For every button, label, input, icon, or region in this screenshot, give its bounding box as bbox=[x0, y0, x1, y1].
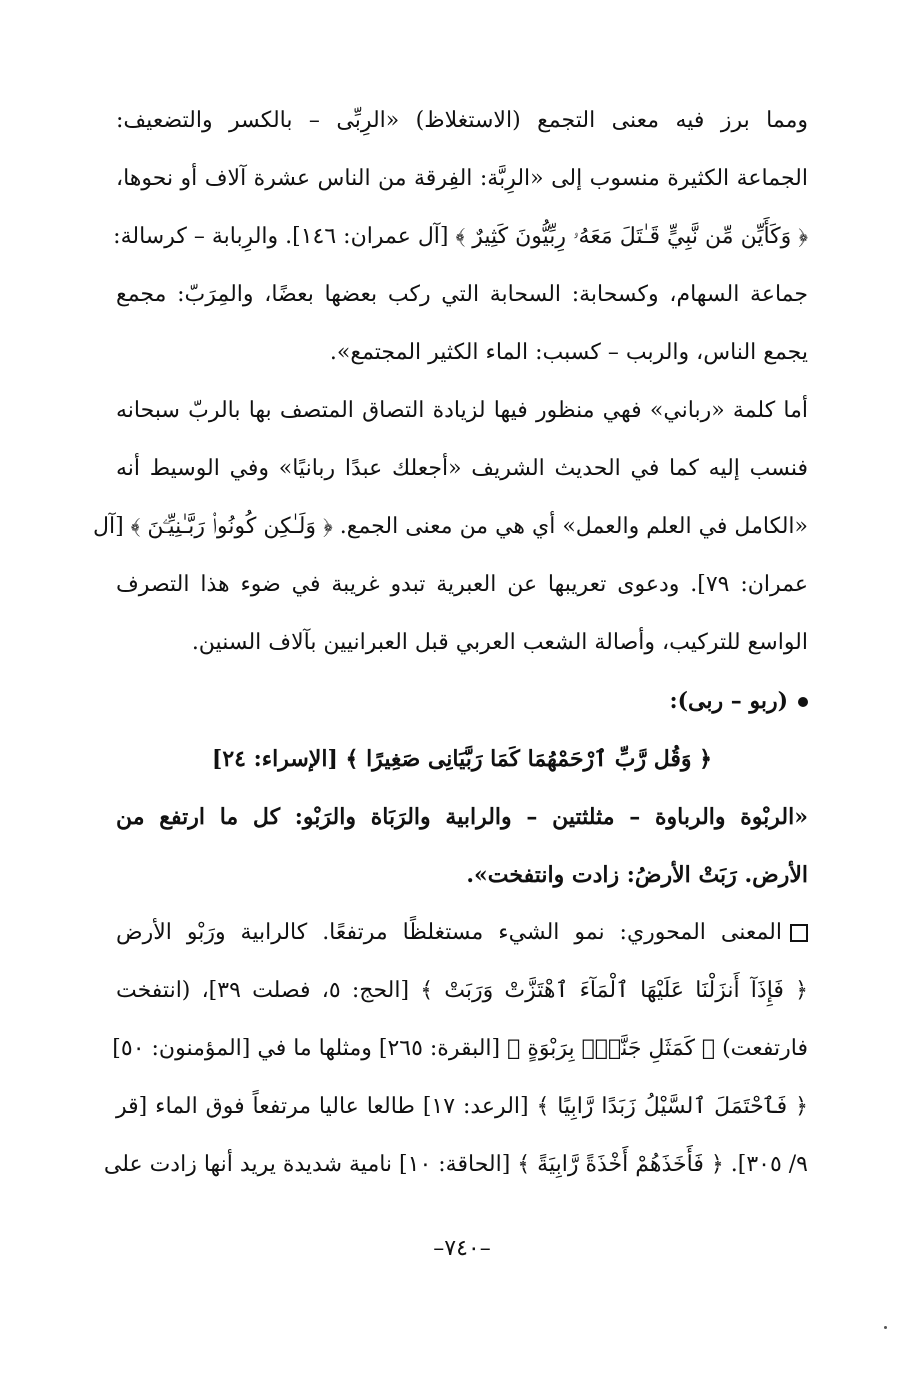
section-heading-text: (ربو – ربى): bbox=[669, 688, 788, 714]
text-line: ومما برز فيه معنى التجمع (الاستغلاظ) «الرِبِّى – بالكسر والتضعيف: bbox=[116, 108, 808, 133]
text-line: «الربْوة والرباوة – مثلثتين – والرابية والرَبَاة والرَبْو: كل ما ارتفع من bbox=[116, 804, 808, 830]
text-line: «الكامل في العلم والعمل» أي هي من معنى الجمع. ﴿ وَلَـٰكِن كُونُوا۟ رَبَّـٰنِيِّـۧنَ ﴾ [آل bbox=[92, 514, 808, 539]
paragraph-4 bbox=[103, 904, 808, 1194]
text-line: ٩/ ٣٠٥]. ﴿ فَأَخَذَهُمْ أَخْذَةً رَّابِيَةً ﴾ [الحاقة: ١٠] نامية شديدة يريد أنها زادت على bbox=[103, 1152, 808, 1177]
text-line: الجماعة الكثيرة منسوب إلى «الرِبَّة: الفِرقة من الناس عشرة آلاف أو نحوها، bbox=[116, 166, 808, 191]
margin-speck bbox=[884, 1326, 887, 1329]
text-line: فنسب إليه كما في الحديث الشريف «أجعلك عبدًا ربانيًا» وفي الوسيط أنه bbox=[116, 456, 808, 481]
text-line: يجمع الناس، والربب – كسبب: الماء الكثير المجتمع». bbox=[329, 340, 808, 365]
text-line: الأرض. رَبَتْ الأرضُ: زادت وانتفخت». bbox=[466, 862, 808, 888]
section-heading bbox=[116, 672, 808, 730]
paragraph-2 bbox=[92, 382, 808, 672]
bullet-icon bbox=[798, 697, 808, 707]
square-icon bbox=[790, 924, 808, 942]
core-meaning-text: المعنى المحوري: نمو الشيء مستغلظًا مرتفعًا. كالرابية ورَبْو الأرض bbox=[116, 920, 782, 945]
text-line: الواسع للتركيب، وأصالة الشعب العربي قبل العبرانيين بآلاف السنين. bbox=[191, 630, 808, 655]
page-body bbox=[92, 92, 808, 1194]
text-line: ﴿ فَإِذَآ أَنزَلْنَا عَلَيْهَا ٱلْمَآءَ ٱهْتَزَّتْ وَرَبَتْ ﴾ [الحج: ٥، فصلت ٣٩]، (انتفخت bbox=[116, 978, 808, 1003]
paragraph-1 bbox=[113, 92, 808, 382]
text-line: ﴿ فَٱحْتَمَلَ ٱلسَّيْلُ زَبَدًا رَّابِيًا ﴾ [الرعد: ١٧] طالعا عاليا مرتفعاً فوق الماء [قر bbox=[116, 1094, 808, 1119]
text-line: فارتفعت) ﴿ كَمَثَلِ جَنَّةٍۭ بِرَبْوَةٍ ﴾ [البقرة: ٢٦٥] ومثلها ما في [المؤمنون: ٥٠] bbox=[112, 1036, 808, 1061]
page-number: –٧٤٠– bbox=[433, 1236, 491, 1261]
quran-verse: ﴿ وَقُل رَّبِّ ٱرْحَمْهُمَا كَمَا رَبَّيَانِى صَغِيرًا ﴾ [الإسراء: ٢٤] bbox=[211, 746, 713, 772]
text-line: أما كلمة «رباني» فهي منظور فيها لزيادة التصاق المتصف بها بالربّ سبحانه bbox=[116, 398, 808, 423]
text-line: عمران: ٧٩]. ودعوى تعريبها عن العبرية تبدو غريبة في ضوء هذا التصرف bbox=[116, 572, 808, 597]
text-line: ﴿ وَكَأَيِّن مِّن نَّبِيٍّ قَـٰتَلَ مَعَهُۥ رِبِّيُّونَ كَثِيرٌ ﴾ [آل عمران: ١٤٦]. والرِبابة – كرسالة: bbox=[113, 224, 808, 249]
text-line bbox=[116, 904, 808, 962]
text-line: جماعة السهام، وكسحابة: السحابة التي ركب بعضها بعضًا، والمِرَبّ: مجمع bbox=[116, 282, 808, 307]
paragraph-3 bbox=[116, 788, 808, 904]
